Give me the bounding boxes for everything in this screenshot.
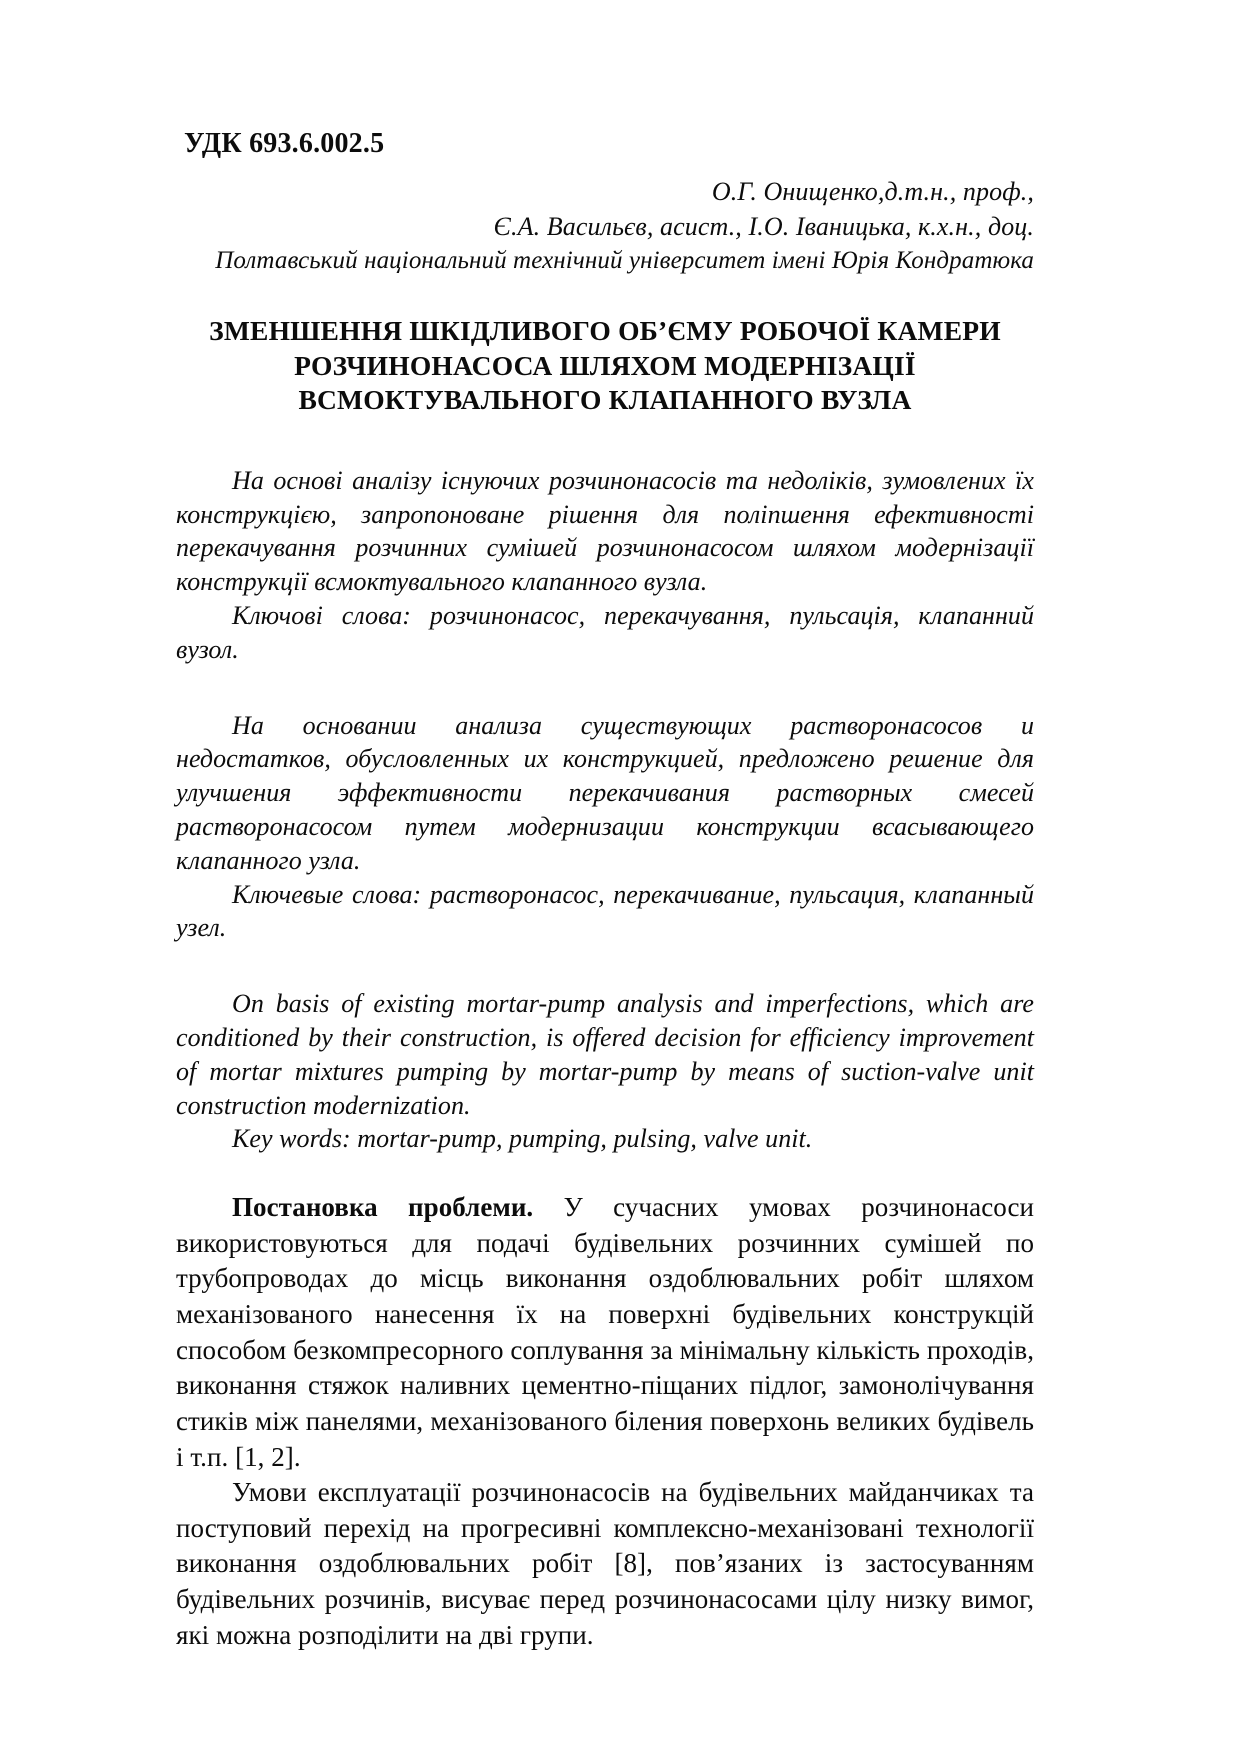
page-content xyxy=(176,128,1034,1653)
abstract-uk-text: На основі аналізу існуючих розчинонасосів та недоліків, зумовлених їх конструкцією, запропоноване рішення для поліпшення ефективності перекачування розчинних сумішей розчинонасосом шляхом модернізації конструкції всмоктувального клапанного вузла. xyxy=(176,465,1034,597)
title-line-2: РОЗЧИНОНАСОСА ШЛЯХОМ МОДЕРНІЗАЦІЇ xyxy=(294,349,916,381)
abstract-ru-text: На основании анализа существующих растворонасосов и недостатков, обусловленных их конструкцией, предложено решение для улучшения эффективности перекачивания растворных смесей растворонасосом путем модернизации конструкции всасывающего клапанного узла. xyxy=(176,710,1034,875)
abstract-russian xyxy=(176,709,1034,946)
title-line-1: ЗМЕНШЕННЯ ШКІДЛИВОГО ОБ’ЄМУ РОБОЧОЇ КАМЕРИ xyxy=(209,314,1001,346)
body-paragraph-2: Умови експлуатації розчинонасосів на будівельних майданчиках та поступовий перехід на прогресивні комплексно-механізовані технології виконання оздоблювальних робіт [8], пов’язаних із застосуванням будівельних розчинів, висуває перед розчинонасосами цілу низку вимог, які можна розподілити на дві групи. xyxy=(176,1477,1034,1650)
abstract-en-keywords: Key words: mortar-pump, pumping, pulsing, valve unit. xyxy=(232,1124,813,1154)
body-paragraph-1 xyxy=(176,1190,1034,1475)
abstract-uk-keywords: Ключові слова: розчинонасос, перекачування, пульсація, клапанний вузол. xyxy=(176,601,1034,664)
spacer-uk-ru xyxy=(176,667,1034,709)
abstract-en-text: On basis of existing mortar-pump analysis and imperfections, which are conditioned by their construction, is offered decision for efficiency improvement of mortar mixtures pumping by mortar-pump by means of suction-valve unit construction modernization. xyxy=(176,989,1034,1120)
spacer-en-body xyxy=(176,1156,1034,1190)
author-line-1: О.Г. Онищенко,д.т.н., проф., xyxy=(711,177,1034,206)
page-title xyxy=(176,314,1034,418)
title-line-3: ВСМОКТУВАЛЬНОГО КЛАПАННОГО ВУЗЛА xyxy=(298,384,912,416)
section-heading: Постановка проблеми. xyxy=(232,1192,534,1223)
udc-code: УДК 693.6.002.5 xyxy=(184,128,385,159)
abstract-ukrainian xyxy=(176,464,1034,667)
author-line-2: Є.А. Васильєв, асист., І.О. Іваницька, к.х.н., доц. xyxy=(493,212,1034,242)
abstract-ru-keywords: Ключевые слова: растворонасос, перекачивание, пульсация, клапанный узел. xyxy=(176,879,1034,943)
spacer-ru-en xyxy=(176,945,1034,987)
abstract-english xyxy=(176,987,1034,1156)
body-section xyxy=(176,1190,1034,1653)
body-paragraph-1-text: У сучасних умовах розчинонасоси використовуються для подачі будівельних розчинних сумішей по трубопроводах до місць виконання оздоблювальних робіт шляхом механізованого нанесення їх на поверхні будівельних конструкцій способом безкомпресорного соплування за мінімальну кількість проходів, виконання стяжок наливних цементно-піщаних підлог, замонолічування стиків між панелями, механізованого біления поверхонь великих будівель і т.п. [1, 2]. xyxy=(176,1192,1034,1472)
affiliation: Полтавський національний технічний університет імені Юрія Кондратюка xyxy=(215,247,1034,275)
